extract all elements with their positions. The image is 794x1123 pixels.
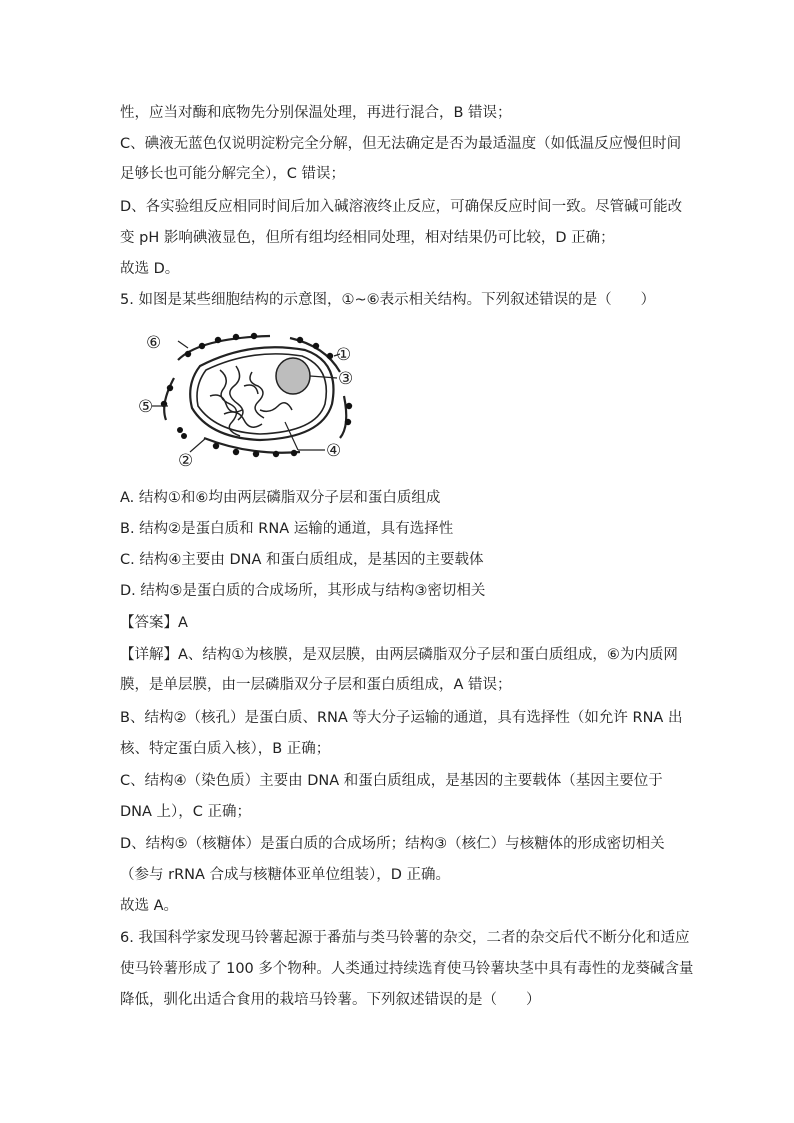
label-2: ②: [178, 451, 194, 471]
cell-structure-diagram: [138, 326, 370, 471]
option-a: A. 结构①和⑥均由两层磷脂双分子层和蛋白质组成: [120, 490, 441, 506]
explanation-line: 核、特定蛋白质入核），B 正确；: [120, 741, 331, 757]
option-c: C. 结构④主要由 DNA 和蛋白质组成，是基因的主要载体: [120, 552, 484, 568]
question-6-stem: 6. 我国科学家发现马铃薯起源于番茄与类马铃薯的杂交，二者的杂交后代不断分化和适应: [120, 930, 690, 946]
nucleolus: [276, 358, 310, 394]
answer: 【答案】A: [120, 615, 188, 631]
option-d: D. 结构⑤是蛋白质的合成场所，其形成与结构③密切相关: [120, 583, 486, 599]
explanation-line: 故选 A。: [120, 898, 179, 914]
er-membrane: [340, 396, 346, 438]
label-3: ③: [338, 369, 354, 389]
text-line: 足够长也可能分解完全），C 错误；: [120, 166, 345, 182]
text-line: 变 pH 影响碘液显色，但所有组均经相同处理，相对结果仍可比较，D 正确；: [120, 230, 615, 246]
explanation-line: C、结构④（染色质）主要由 DNA 和蛋白质组成，是基因的主要载体（基因主要位于: [120, 773, 663, 789]
text-line: C、碘液无蓝色仅说明淀粉完全分解，但无法确定是否为最适温度（如低温反应慢但时间: [120, 136, 682, 152]
text-line: D、各实验组反应相同时间后加入碱溶液终止反应，可确保反应时间一致。尽管碱可能改: [120, 199, 683, 215]
explanation-line: 膜，是单层膜，由一层磷脂双分子层和蛋白质组成，A 错误；: [120, 677, 512, 693]
explanation-line: B、结构②（核孔）是蛋白质、RNA 等大分子运输的通道，具有选择性（如允许 RNA 出: [120, 710, 683, 726]
explanation-line: D、结构⑤（核糖体）是蛋白质的合成场所；结构③（核仁）与核糖体的形成密切相关: [120, 836, 665, 852]
option-b: B. 结构②是蛋白质和 RNA 运输的通道，具有选择性: [120, 521, 454, 537]
label-6: ⑥: [146, 333, 162, 353]
question-6-stem: 降低，驯化出适合食用的栽培马铃薯。下列叙述错误的是（ ）: [120, 992, 541, 1008]
label-5: ⑤: [138, 397, 154, 417]
text-line: 性，应当对酶和底物先分别保温处理，再进行混合，B 错误；: [120, 105, 512, 121]
explanation-line: 【详解】A、结构①为核膜，是双层膜，由两层磷脂双分子层和蛋白质组成，⑥为内质网: [120, 647, 678, 663]
text-line: 故选 D。: [120, 261, 180, 277]
label-4: ④: [326, 441, 342, 461]
label-1: ①: [336, 345, 352, 365]
explanation-line: （参与 rRNA 合成与核糖体亚单位组装），D 正确。: [120, 867, 451, 883]
question-6-stem: 使马铃薯形成了 100 多个物种。人类通过持续选育使马铃薯块茎中具有毒性的龙葵碱含量: [120, 961, 694, 977]
er-membrane: [164, 378, 174, 420]
question-5-stem: 5. 如图是某些细胞结构的示意图，①~⑥表示相关结构。下列叙述错误的是（ ）: [120, 292, 656, 308]
explanation-line: DNA 上），C 正确；: [120, 804, 252, 820]
